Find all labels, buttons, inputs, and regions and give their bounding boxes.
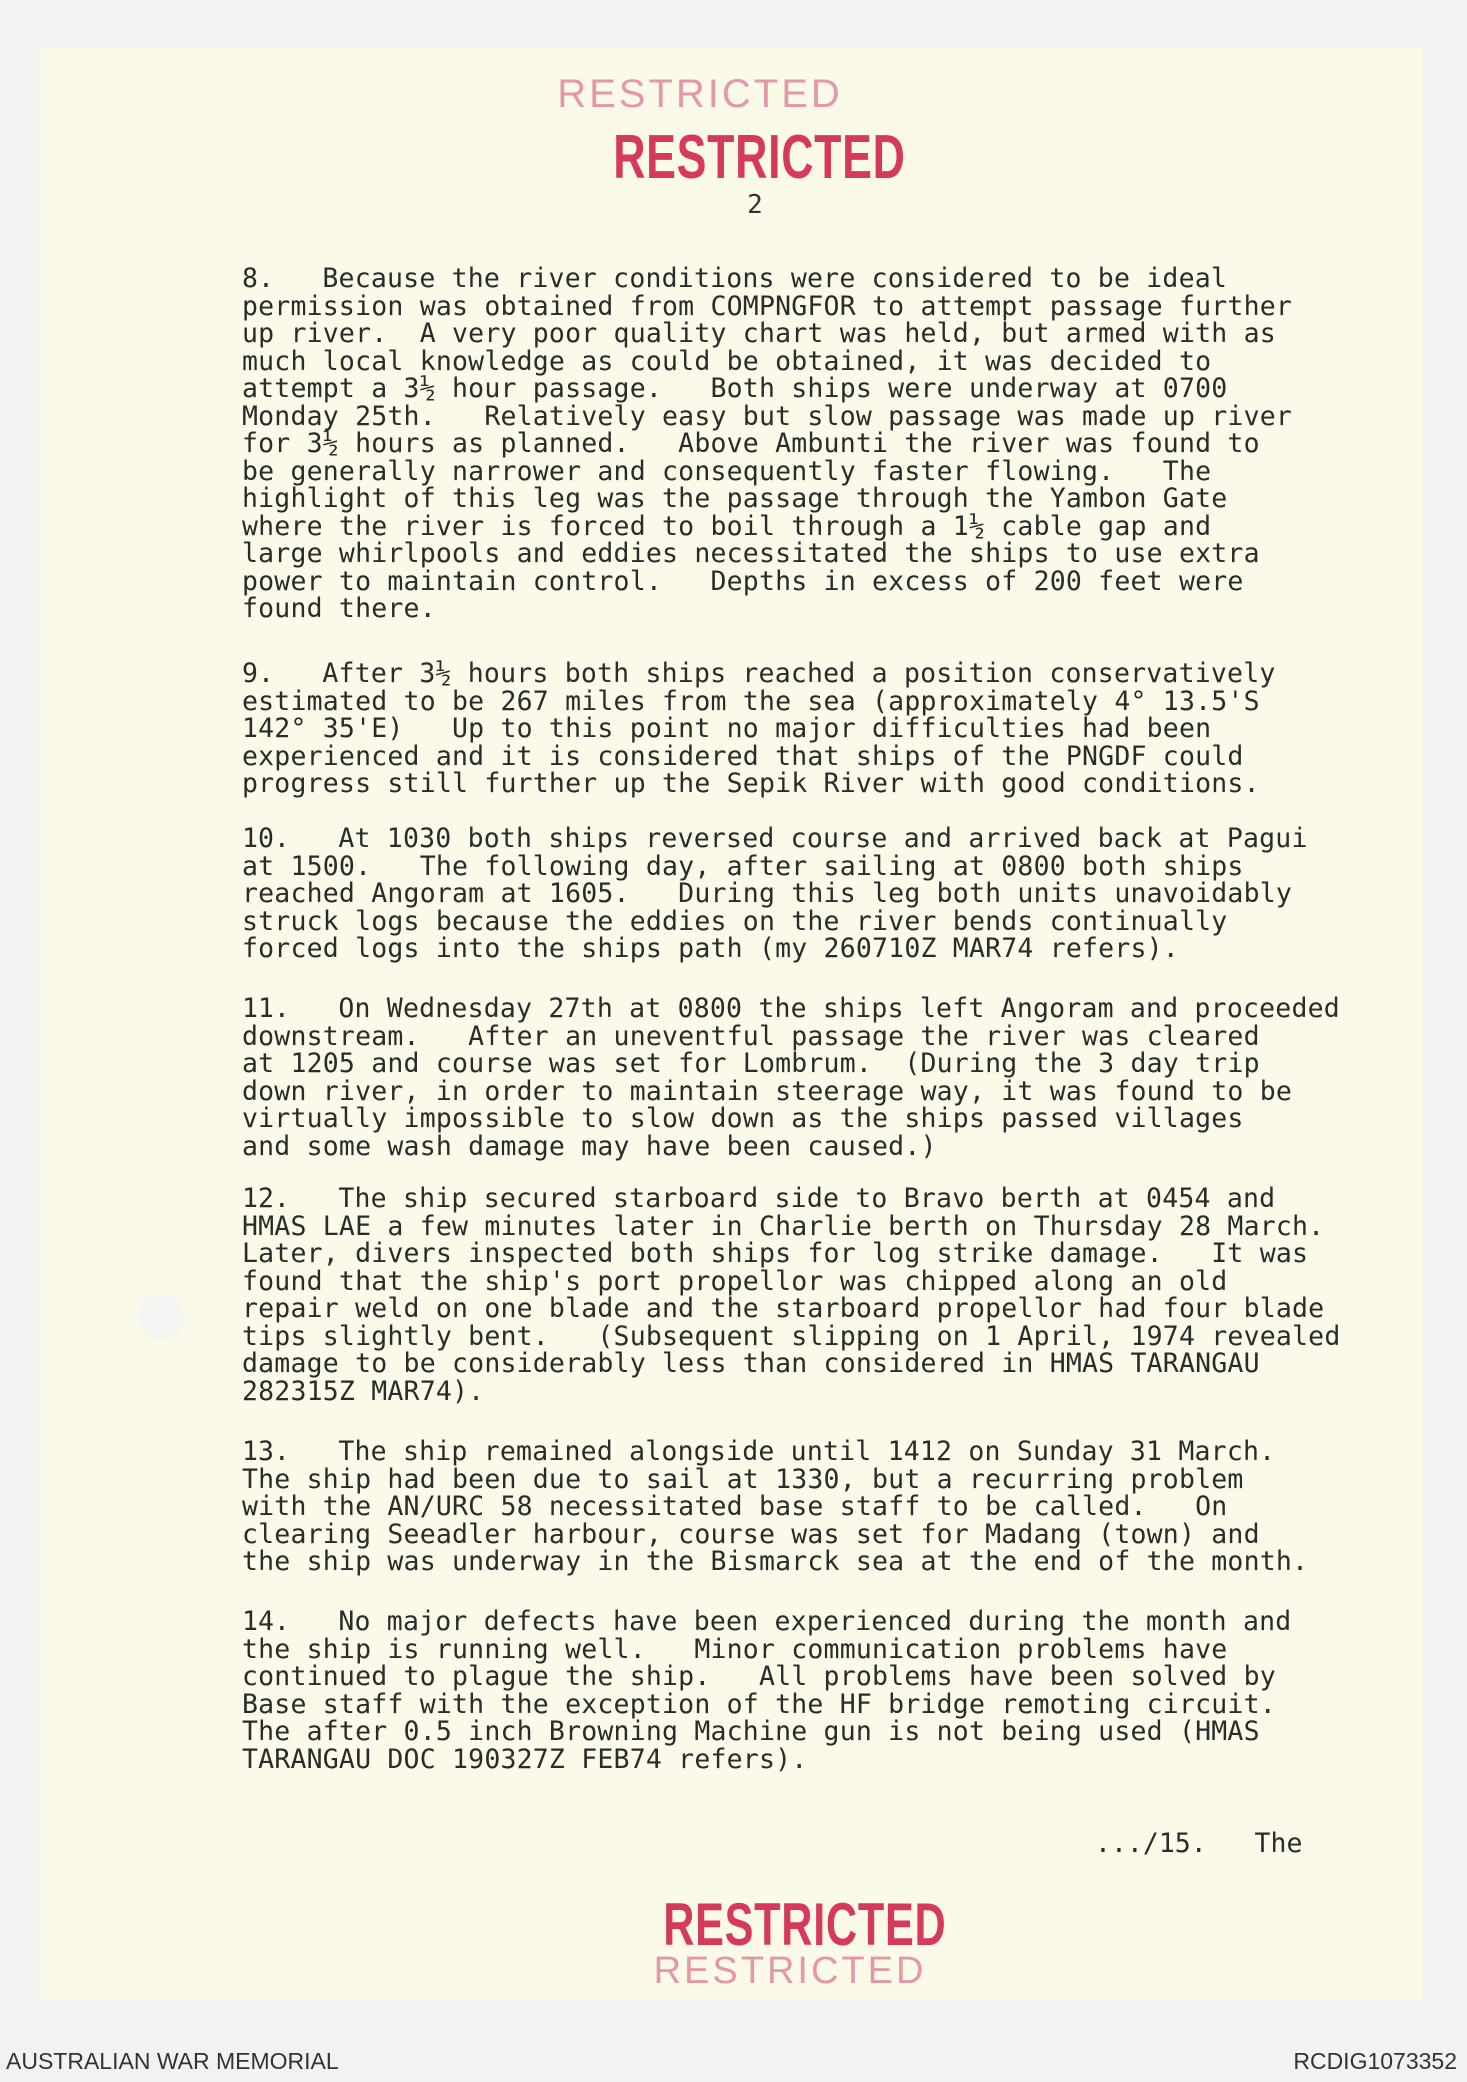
paragraph-text: After 3½ hours both ships reached a position conservatively: [322, 658, 1276, 689]
paragraph-line: estimated to be 267 miles from the sea (approximately 4° 13.5'S: [242, 685, 1260, 717]
page-number: 2: [747, 190, 763, 220]
paragraph-text: The ship secured starboard side to Bravo berth at 0454 and: [338, 1183, 1276, 1214]
paragraph-line: downstream. After an uneventful passage the river was cleared: [242, 1020, 1260, 1052]
paragraph-line: up river. A very poor quality chart was held, but armed with as: [242, 318, 1276, 349]
paragraph-line: The after 0.5 inch Browning Machine gun is not being used (HMAS: [242, 1716, 1260, 1747]
paragraph-number: 10.: [242, 823, 290, 854]
paragraph-line: found there.: [242, 593, 436, 624]
paragraph-line: struck logs because the eddies on the river bends continually: [242, 905, 1228, 937]
paragraph-line: damage to be considerably less than considered in HMAS TARANGAU: [242, 1348, 1260, 1379]
paragraph-line: [242, 1608, 1382, 1636]
paragraph-line: progress still further up the Sepik River with good conditions.: [242, 768, 1260, 799]
paragraph-line: found that the ship's port propellor was chipped along an old: [242, 1265, 1228, 1297]
paragraph-number: 14.: [242, 1606, 290, 1637]
paragraph-number: 13.: [242, 1436, 290, 1467]
paragraph-14: [242, 1608, 1382, 1773]
paragraph-line: Later, divers inspected both ships for log strike damage. It was: [242, 1238, 1309, 1269]
paragraph-line: at 1500. The following day, after sailing at 0800 both ships: [242, 850, 1244, 882]
paragraph-line: attempt a 3½ hour passage. Both ships were underway at 0700: [242, 373, 1228, 404]
paragraph-line: continued to plague the ship. All problems have been solved by: [242, 1661, 1276, 1692]
paragraph-line: power to maintain control. Depths in excess of 200 feet were: [242, 565, 1244, 597]
paragraph-number: 12.: [242, 1183, 290, 1214]
restricted-stamp-top: RESTRICTED: [613, 123, 906, 192]
paragraph-8: [242, 265, 1382, 623]
paragraph-line: large whirlpools and eddies necessitated the ships to use extra: [242, 538, 1260, 569]
paragraph-line: down river, in order to maintain steerage way, it was found to be: [242, 1075, 1293, 1107]
restricted-stamp-bottom: RESTRICTED: [663, 1891, 947, 1958]
paragraph-line: [242, 995, 1382, 1023]
punch-hole: [138, 1294, 184, 1340]
footer-source: AUSTRALIAN WAR MEMORIAL: [6, 2048, 339, 2074]
paragraph-line: [242, 825, 1382, 853]
paragraph-line: 142° 35'E) Up to this point no major difficulties had been: [242, 713, 1212, 744]
paragraph-line: be generally narrower and consequently faster flowing. The: [242, 455, 1212, 487]
restricted-stamp-top-faint: RESTRICTED: [557, 72, 843, 116]
paragraph-line: the ship was underway in the Bismarck sea at the end of the month.: [242, 1546, 1309, 1577]
paragraph-line: TARANGAU DOC 190327Z FEB74 refers).: [242, 1743, 808, 1775]
paragraph-number: 9.: [242, 658, 274, 689]
paragraph-line: tips slightly bent. (Subsequent slipping on 1 April, 1974 revealed: [242, 1320, 1341, 1352]
paragraph-line: permission was obtained from COMPNGFOR to attempt passage further: [242, 290, 1293, 322]
paragraph-line: [242, 660, 1382, 688]
paragraph-number: 11.: [242, 993, 290, 1024]
paragraph-10: [242, 825, 1382, 963]
paragraph-line: the ship is running well. Minor communication problems have: [242, 1633, 1228, 1665]
paragraph-line: [242, 1438, 1382, 1466]
paragraph-text: No major defects have been experienced during the month and: [338, 1606, 1292, 1637]
paragraph-line: 282315Z MAR74).: [242, 1375, 485, 1407]
paragraph-11: [242, 995, 1382, 1160]
paragraph-line: forced logs into the ships path (my 260710Z MAR74 refers).: [242, 933, 1179, 964]
paragraph-line: virtually impossible to slow down as the ships passed villages: [242, 1103, 1244, 1134]
footer-document-id: RCDIG1073352: [1293, 2048, 1457, 2074]
paragraph-9: [242, 660, 1382, 798]
paragraph-line: experienced and it is considered that ships of the PNGDF could: [242, 740, 1244, 772]
paragraph-13: [242, 1438, 1382, 1576]
paragraph-line: at 1205 and course was set for Lombrum. (During the 3 day trip: [242, 1048, 1260, 1079]
paragraph-line: [242, 265, 1382, 293]
paragraph-line: Base staff with the exception of the HF bridge remoting circuit.: [242, 1688, 1276, 1720]
paragraph-text: At 1030 both ships reversed course and arrived back at Pagui: [338, 823, 1308, 854]
paragraph-12: [242, 1185, 1382, 1405]
paragraph-line: much local knowledge as could be obtained, it was decided to: [242, 345, 1212, 377]
paragraph-line: where the river is forced to boil through a 1½ cable gap and: [242, 510, 1212, 542]
continuation-marker: .../15. The: [1095, 1828, 1303, 1859]
paragraph-line: with the AN/URC 58 necessitated base staff to be called. On: [242, 1491, 1228, 1522]
paragraph-line: Monday 25th. Relatively easy but slow passage was made up river: [242, 400, 1293, 432]
paragraph-number: 8.: [242, 263, 274, 294]
paragraph-text: On Wednesday 27th at 0800 the ships left Angoram and proceeded: [338, 993, 1340, 1024]
paragraph-line: and some wash damage may have been caused.): [242, 1130, 937, 1162]
paragraph-line: [242, 1185, 1382, 1213]
restricted-stamp-bottom-faint: RESTRICTED: [653, 1950, 927, 1992]
paragraph-line: highlight of this leg was the passage through the Yambon Gate: [242, 483, 1228, 514]
paragraph-text: The ship remained alongside until 1412 on Sunday 31 March.: [338, 1436, 1276, 1467]
paragraph-line: HMAS LAE a few minutes later in Charlie berth on Thursday 28 March.: [242, 1210, 1325, 1242]
paragraph-text: Because the river conditions were considered to be ideal: [322, 263, 1228, 294]
paragraph-line: The ship had been due to sail at 1330, but a recurring problem: [242, 1463, 1244, 1495]
paragraph-line: for 3½ hours as planned. Above Ambunti the river was found to: [242, 428, 1260, 459]
paragraph-line: repair weld on one blade and the starboard propellor had four blade: [242, 1293, 1325, 1324]
paragraph-line: reached Angoram at 1605. During this leg both units unavoidably: [242, 878, 1293, 909]
paragraph-line: clearing Seeadler harbour, course was set for Madang (town) and: [242, 1518, 1260, 1550]
